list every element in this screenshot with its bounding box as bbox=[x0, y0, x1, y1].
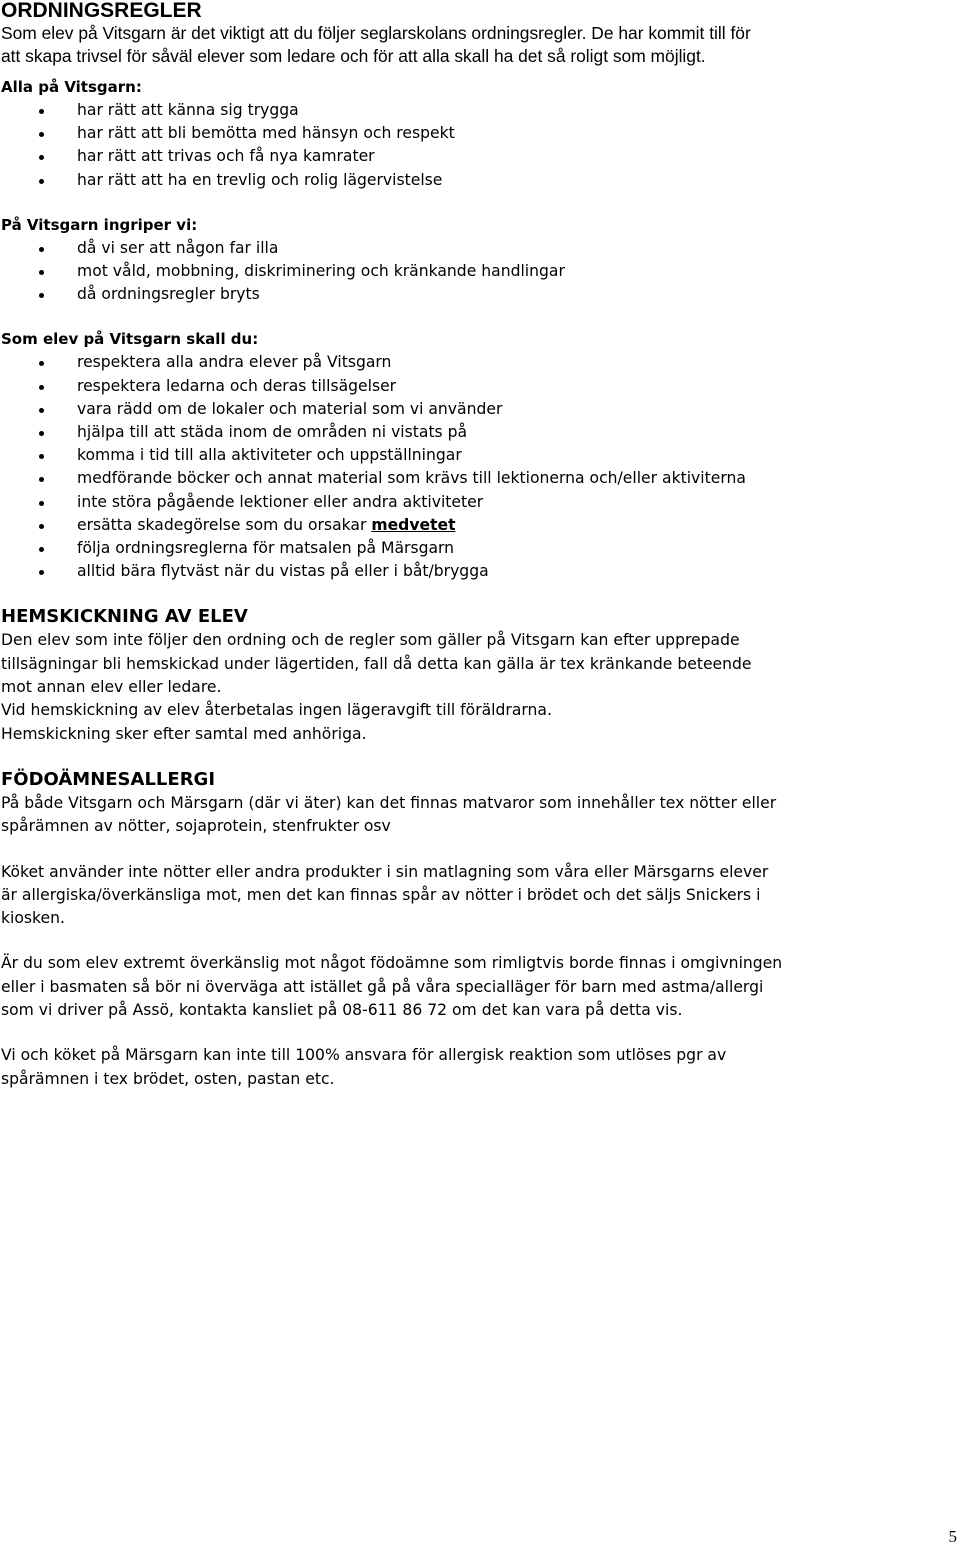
list-item: har rätt att känna sig trygga bbox=[1, 99, 960, 122]
list-item: då vi ser att någon far illa bbox=[1, 237, 960, 260]
list-item: följa ordningsreglerna för matsalen på Märsgarn bbox=[1, 537, 960, 560]
heading-allergi: FÖDOÄMNESALLERGI bbox=[1, 768, 216, 790]
heading-hemskickning: HEMSKICKNING AV ELEV bbox=[1, 606, 248, 628]
page-number: 5 bbox=[948, 1527, 957, 1546]
allergi-paragraph-3 bbox=[1, 952, 960, 1022]
text-line: spårämnen av nötter, sojaprotein, stenfrukter osv bbox=[1, 817, 391, 836]
intro-text bbox=[1, 22, 960, 68]
text-line: På både Vitsgarn och Märsgarn (där vi äter) kan det finnas matvaror som innehåller tex nötter eller bbox=[1, 793, 777, 812]
list-item: vara rädd om de lokaler och material som vi använder bbox=[1, 398, 960, 421]
page-title: ORDNINGSREGLER bbox=[1, 0, 202, 22]
rights-list bbox=[1, 99, 960, 192]
list-item: har rätt att ha en trevlig och rolig lägervistelse bbox=[1, 169, 960, 192]
text-line: är allergiska/överkänsliga mot, men det kan finnas spår av nötter i brödet och det säljs Snickers i bbox=[1, 885, 761, 904]
text-line: mot annan elev eller ledare. bbox=[1, 678, 222, 697]
duties-list bbox=[1, 351, 960, 583]
allergi-paragraph-1 bbox=[1, 792, 960, 839]
intro-line: Som elev på Vitsgarn är det viktigt att du följer seglarskolans ordningsregler. De har kommit till för bbox=[1, 23, 751, 43]
allergi-paragraph-4 bbox=[1, 1044, 960, 1091]
section-heading-intervene: På Vitsgarn ingriper vi: bbox=[1, 215, 198, 234]
hemskickning-text bbox=[1, 629, 960, 745]
text-line: som vi driver på Assö, kontakta kansliet på 08-611 86 72 om det kan vara på detta vis. bbox=[1, 1001, 683, 1020]
allergi-paragraph-2 bbox=[1, 861, 960, 931]
text-line: eller i basmaten så bör ni överväga att istället gå på våra specialläger för barn med astma/allergi bbox=[1, 977, 764, 996]
list-item: alltid bära flytväst när du vistas på eller i båt/brygga bbox=[1, 560, 960, 583]
text-line: spårämnen i tex brödet, osten, pastan etc. bbox=[1, 1069, 335, 1088]
list-item: respektera ledarna och deras tillsägelser bbox=[1, 375, 960, 398]
list-item-text: ersätta skadegörelse som du orsakar bbox=[77, 515, 372, 534]
section-heading-rights: Alla på Vitsgarn: bbox=[1, 78, 142, 96]
emphasis-text: medvetet bbox=[371, 515, 456, 534]
intervene-list bbox=[1, 237, 960, 307]
text-line: Köket använder inte nötter eller andra produkter i sin matlagning som våra eller Märsgarns elever bbox=[1, 862, 769, 881]
list-item: komma i tid till alla aktiviteter och uppställningar bbox=[1, 444, 960, 467]
text-line: Vid hemskickning av elev återbetalas ingen lägeravgift till föräldrarna. bbox=[1, 701, 552, 720]
list-item: har rätt att trivas och få nya kamrater bbox=[1, 145, 960, 168]
list-item: hjälpa till att städa inom de områden ni vistats på bbox=[1, 421, 960, 444]
list-item: respektera alla andra elever på Vitsgarn bbox=[1, 351, 960, 374]
text-line: kiosken. bbox=[1, 909, 65, 928]
list-item: då ordningsregler bryts bbox=[1, 283, 960, 306]
text-line: tillsägningar bli hemskickad under lägertiden, fall då detta kan gälla är tex kränkande beteende bbox=[1, 654, 752, 673]
list-item: inte störa pågående lektioner eller andra aktiviteter bbox=[1, 491, 960, 514]
list-item bbox=[1, 514, 960, 537]
list-item: mot våld, mobbning, diskriminering och kränkande handlingar bbox=[1, 260, 960, 283]
list-item: medförande böcker och annat material som krävs till lektionerna och/eller aktiviterna bbox=[1, 467, 960, 490]
intro-line: att skapa trivsel för såväl elever som ledare och för att alla skall ha det så roligt som möjligt. bbox=[1, 46, 706, 66]
text-line: Hemskickning sker efter samtal med anhöriga. bbox=[1, 724, 367, 743]
text-line: Är du som elev extremt överkänslig mot något födoämne som rimligtvis borde finnas i omgivningen bbox=[1, 954, 783, 973]
text-line: Vi och köket på Märsgarn kan inte till 100% ansvara för allergisk reaktion som utlöses pgr av bbox=[1, 1046, 727, 1065]
section-heading-student-duties: Som elev på Vitsgarn skall du: bbox=[1, 330, 259, 349]
list-item: har rätt att bli bemötta med hänsyn och respekt bbox=[1, 122, 960, 145]
text-line: Den elev som inte följer den ordning och de regler som gäller på Vitsgarn kan efter upprepade bbox=[1, 631, 740, 650]
